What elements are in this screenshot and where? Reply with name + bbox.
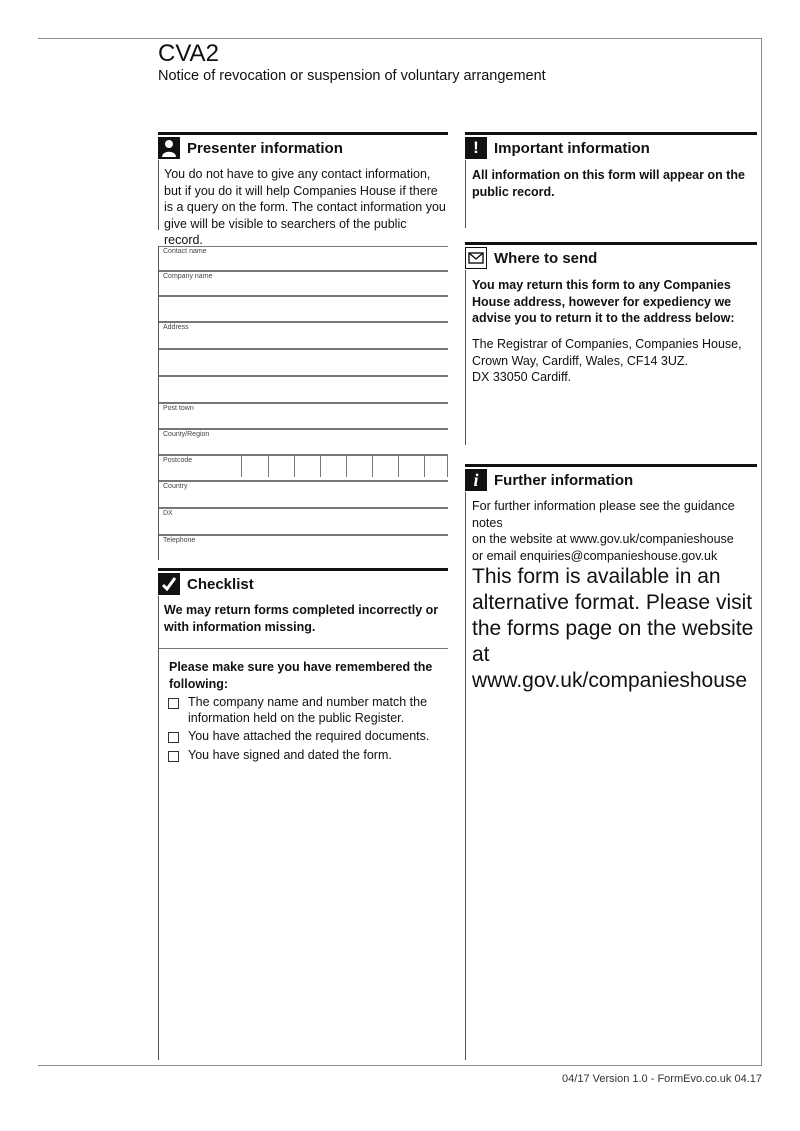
further-info-text — [472, 498, 762, 564]
where-to-send-title: Where to send — [494, 249, 598, 267]
important-section-header — [465, 132, 757, 161]
further-line: on the website at www.gov.uk/companieshouse — [472, 532, 734, 546]
top-rule — [38, 38, 762, 39]
checklist-item[interactable] — [168, 748, 438, 764]
exclamation-icon: ! — [465, 137, 487, 159]
form-subtitle: Notice of revocation or suspension of voluntary arrangement — [158, 68, 546, 84]
postcode-label: Postcode — [163, 457, 193, 464]
post-town-label: Post town — [163, 405, 194, 412]
further-line: For further information please see the guidance notes — [472, 499, 735, 530]
person-icon — [158, 137, 180, 159]
envelope-icon — [465, 247, 487, 269]
where-to-send-intro: You may return this form to any Companies House address, however for expediency we advise you to return it to the address below: — [472, 278, 735, 325]
checklist-section-header — [158, 568, 448, 597]
contact-name-field[interactable] — [158, 246, 448, 271]
company-name-field[interactable] — [158, 271, 448, 296]
important-left-border — [465, 160, 466, 228]
county-region-field[interactable] — [158, 429, 448, 455]
checklist-item-text: You have attached the required documents. — [188, 729, 430, 743]
form-code: CVA2 — [158, 40, 219, 67]
further-left-border — [465, 492, 466, 1060]
dx-field[interactable] — [158, 508, 448, 535]
company-name-label: Company name — [163, 273, 213, 280]
country-field[interactable] — [158, 481, 448, 508]
checklist-item-text: The company name and number match the information held on the public Register. — [188, 695, 428, 725]
presenter-section-header — [158, 132, 448, 161]
address-field-1[interactable] — [158, 322, 448, 349]
bottom-rule — [38, 1065, 762, 1066]
checklist-prompt: Please make sure you have remembered the following: — [169, 660, 433, 691]
where-to-send-left-border — [465, 270, 466, 445]
checklist-item[interactable] — [168, 695, 438, 726]
footer-version: 04/17 Version 1.0 - FormEvo.co.uk 04.17 — [562, 1073, 762, 1085]
address-line: DX 33050 Cardiff. — [472, 370, 572, 384]
address-line: The Registrar of Companies, Companies House, — [472, 337, 742, 351]
important-title: Important information — [494, 139, 650, 157]
address-field-2[interactable] — [158, 349, 448, 376]
checklist-warning: We may return forms completed incorrectly or with information missing. — [164, 603, 439, 634]
info-icon: i — [465, 469, 487, 491]
contact-name-label: Contact name — [163, 248, 207, 255]
where-to-send-address — [472, 336, 757, 386]
fields-left-border — [158, 246, 159, 560]
important-text: All information on this form will appear on the public record. — [472, 168, 745, 199]
country-label: Country — [163, 483, 188, 490]
postcode-box[interactable] — [320, 455, 344, 477]
checkbox[interactable] — [168, 698, 179, 709]
presenter-left-border — [158, 160, 159, 230]
checkmark-icon — [158, 573, 180, 595]
further-title: Further information — [494, 471, 634, 489]
postcode-box[interactable] — [294, 455, 318, 477]
checklist-item[interactable] — [168, 729, 438, 745]
postcode-box[interactable] — [424, 455, 448, 477]
postcode-box[interactable] — [372, 455, 396, 477]
county-region-label: County/Region — [163, 431, 210, 438]
postcode-box[interactable] — [241, 455, 265, 477]
checklist-title: Checklist — [187, 575, 254, 593]
presenter-title: Presenter information — [187, 139, 343, 157]
telephone-label: Telephone — [163, 537, 196, 544]
address-line: Crown Way, Cardiff, Wales, CF14 3UZ. — [472, 353, 689, 368]
post-town-field[interactable] — [158, 403, 448, 429]
postcode-box[interactable] — [346, 455, 370, 477]
dx-label: DX — [163, 510, 173, 517]
company-name-field-2[interactable] — [158, 296, 448, 322]
address-field-3[interactable] — [158, 376, 448, 403]
checklist-item-text: You have signed and dated the form. — [188, 748, 392, 762]
postcode-box[interactable] — [398, 455, 422, 477]
checkbox[interactable] — [168, 751, 179, 762]
presenter-intro: You do not have to give any contact information, but if you do it will help Companies House if there is a query on the form. The contact information you give will be visible to searchers of the public record. — [164, 167, 446, 247]
telephone-field[interactable] — [158, 535, 448, 560]
checklist-left-border — [158, 596, 159, 1060]
alternative-format-notice: This form is available in an alternative format. Please visit the forms page on the website at www.gov.uk/companieshouse — [472, 565, 754, 692]
postcode-box[interactable] — [268, 455, 292, 477]
further-line: or email enquiries@companieshouse.gov.uk — [472, 548, 718, 563]
checkbox[interactable] — [168, 732, 179, 743]
address-label: Address — [163, 324, 189, 331]
further-section-header — [465, 464, 757, 493]
where-to-send-section-header — [465, 242, 757, 271]
